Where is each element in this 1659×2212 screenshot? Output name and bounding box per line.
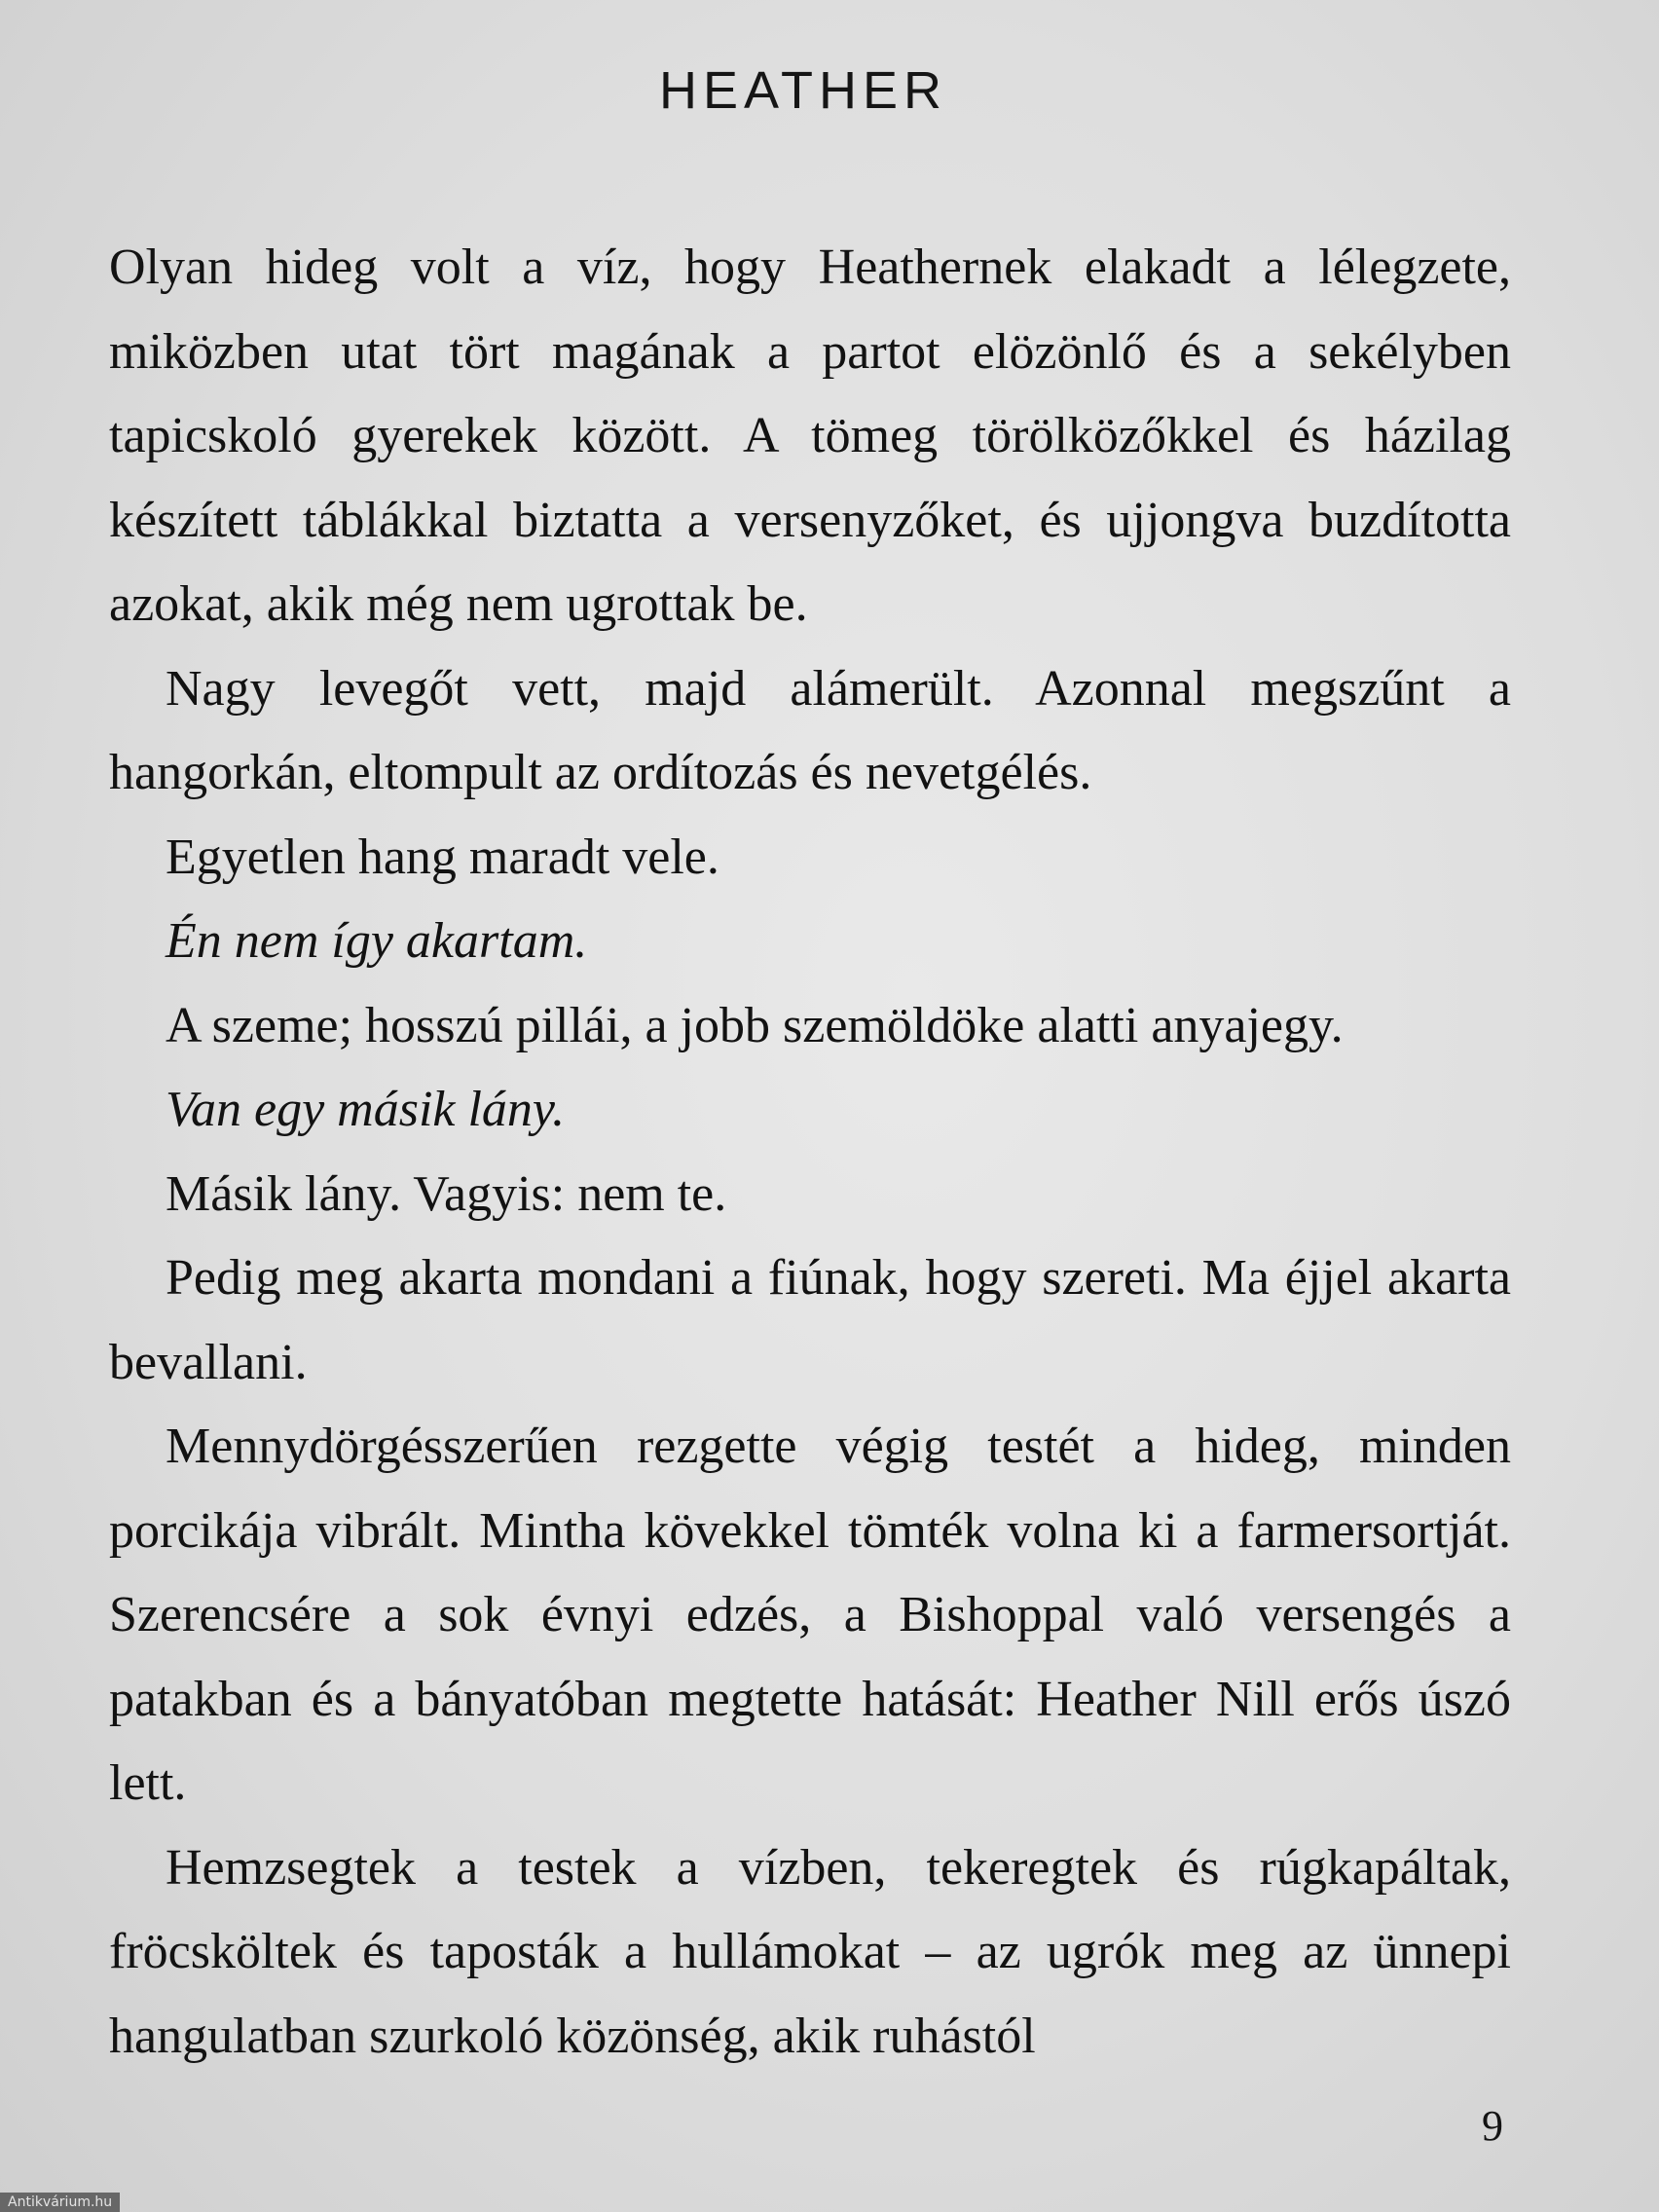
page-number: 9 xyxy=(1482,2102,1503,2150)
paragraph-8: Pedig meg akarta mondani a fiúnak, hogy szereti. Ma éjjel akarta bevallani. xyxy=(109,1250,1511,1390)
paragraph-4-italic: Én nem így akartam. xyxy=(166,913,588,969)
body-text xyxy=(109,226,1511,2079)
paragraph-3: Egyetlen hang maradt vele. xyxy=(166,829,719,885)
paragraph-7: Másik lány. Vagyis: nem te. xyxy=(166,1165,727,1222)
paragraph-5: A szeme; hosszú pillái, a jobb szemöldöke alatti anyajegy. xyxy=(166,997,1344,1053)
paragraph-1: Olyan hideg volt a víz, hogy Heathernek elakadt a lélegzete, miközben utat tört magának a partot elözönlő és a sekélyben tapicskoló gyerekek között. A tömeg törölközőkkel és házilag készített táblákkal biztatta a versenyzőket, és ujjongva buzdította azokat, akik még nem ugrottak be. xyxy=(109,240,1511,632)
running-head-title: HEATHER xyxy=(658,61,948,120)
watermark-label: Antikvárium.hu xyxy=(0,2193,120,2212)
paragraph-6-italic: Van egy másik lány. xyxy=(166,1082,566,1137)
paragraph-10: Hemzsegtek a testek a vízben, tekeregtek és rúgkapáltak, fröcsköltek és taposták a hullámokat – az ugrók meg az ünnepi hangulatban szurkoló közönség, akik ruhástól xyxy=(109,1839,1511,2064)
paragraph-9: Mennydörgésszerűen rezgette végig testét a hideg, minden porcikája vibrált. Mintha kövekkel tömték volna ki a farmersortját. Szerencsére a sok évnyi edzés, a Bishoppal való versengés a patakban és a bányatóban megtette hatását: Heather Nill erős úszó lett. xyxy=(109,1419,1511,1811)
paragraph-2: Nagy levegőt vett, majd alámerült. Azonnal megszűnt a hangorkán, eltompult az ordítozás és nevetgélés. xyxy=(109,660,1511,800)
